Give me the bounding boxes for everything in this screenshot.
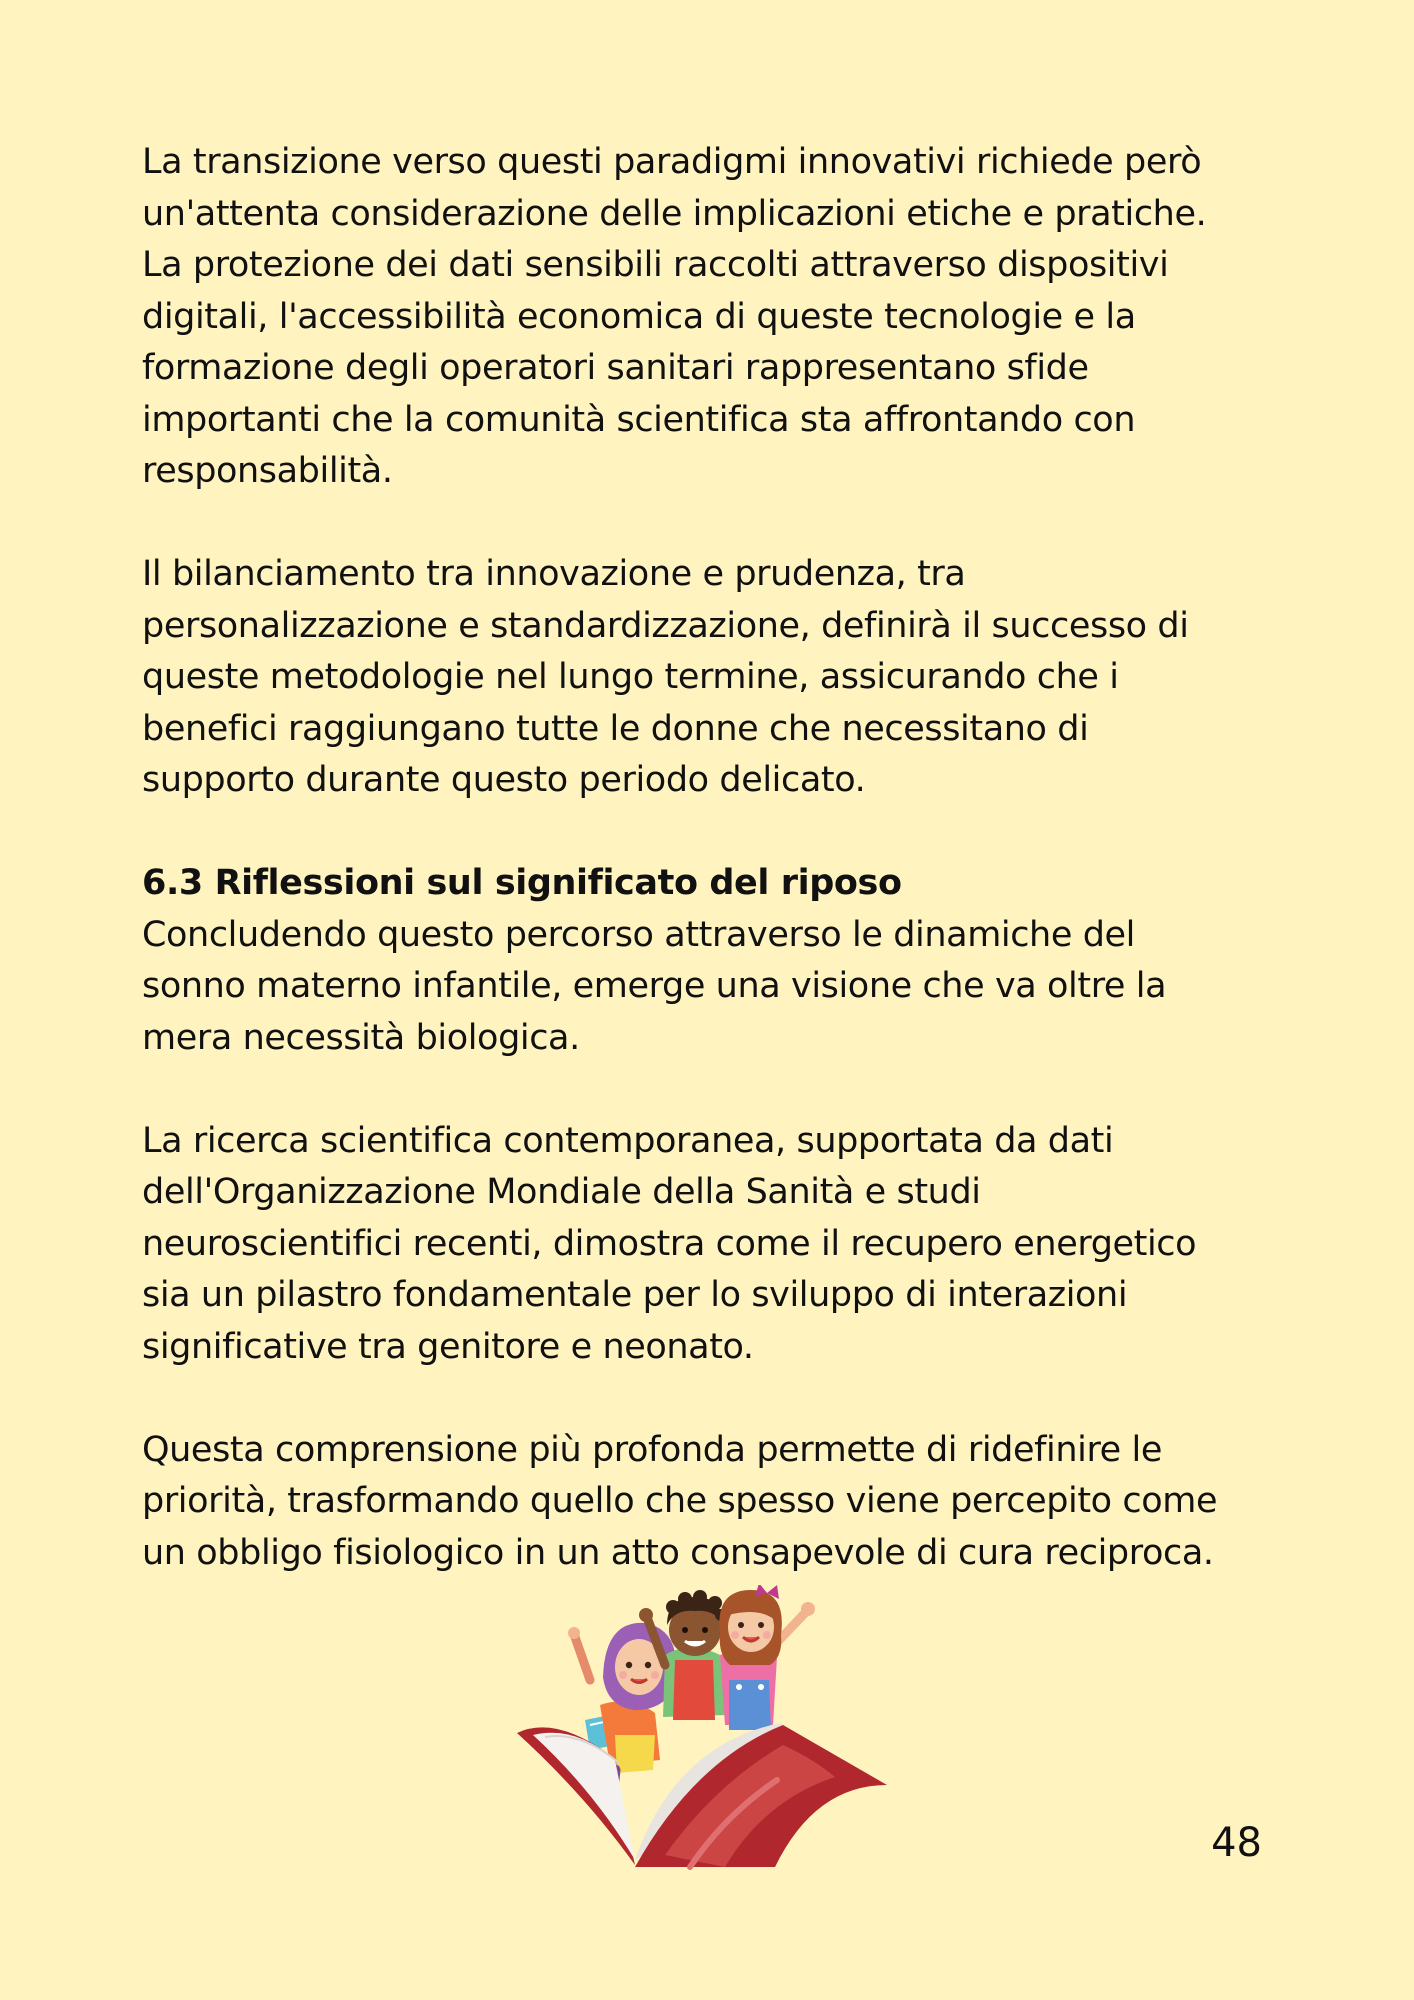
page-number: 48: [1211, 1820, 1262, 1866]
child-girl-figure: [719, 1585, 815, 1730]
text-line: Il bilanciamento tra innovazione e prudenza, tra: [142, 554, 966, 594]
paragraph-spacer: [142, 498, 1282, 550]
text-line: benefici raggiungano tutte le donne che necessitano di: [142, 708, 1089, 749]
text-line: queste metodologie nel lungo termine, assicurando che i: [142, 657, 1119, 697]
text-line: Concludendo questo percorso attraverso le dinamiche del: [142, 914, 1135, 955]
paragraph-priorities: [142, 1425, 1282, 1580]
section-heading: 6.3 Riflessioni sul significato del riposo: [142, 863, 902, 903]
text-line: mera necessità biologica.: [142, 1017, 580, 1058]
text-line: La protezione dei dati sensibili raccolti attraverso dispositivi: [142, 245, 1169, 285]
text-line: sonno materno infantile, emerge una visione che va oltre la: [142, 966, 1167, 1006]
paragraph-research: [142, 1116, 1282, 1374]
text-line: importanti che la comunità scientifica sta affrontando con: [142, 399, 1136, 440]
page-body: [142, 137, 1282, 1579]
paragraph-balance: [142, 549, 1282, 807]
text-line: priorità, trasformando quello che spesso viene percepito come: [142, 1481, 1218, 1521]
text-line: Questa comprensione più profonda permette di ridefinire le: [142, 1429, 1162, 1470]
paragraph-ethics: [142, 137, 1282, 498]
section-6-3: [142, 858, 1282, 1064]
text-line: un obbligo fisiologico in un atto consapevole di cura reciproca.: [142, 1532, 1214, 1573]
text-line: significative tra genitore e neonato.: [142, 1326, 754, 1367]
text-line: responsabilità.: [142, 451, 393, 491]
paragraph-spacer: [142, 807, 1282, 859]
text-line: La ricerca scientifica contemporanea, supportata da dati: [142, 1120, 1114, 1161]
text-line: La transizione verso questi paradigmi innovativi richiede però: [142, 142, 1202, 182]
text-line: digitali, l'accessibilità economica di queste tecnologie e la: [142, 296, 1136, 337]
text-line: formazione degli operatori sanitari rappresentano sfide: [142, 348, 1089, 388]
open-book-figure: [517, 1723, 887, 1867]
text-line: personalizzazione e standardizzazione, definirà il successo di: [142, 605, 1189, 646]
text-line: sia un pilastro fondamentale per lo sviluppo di interazioni: [142, 1275, 1128, 1315]
text-line: dell'Organizzazione Mondiale della Sanità e studi: [142, 1172, 981, 1212]
text-line: supporto durante questo periodo delicato.: [142, 760, 866, 800]
children-reading-book-icon: [515, 1585, 895, 1870]
paragraph-spacer: [142, 1064, 1282, 1116]
text-line: un'attenta considerazione delle implicazioni etiche e pratiche.: [142, 193, 1207, 234]
paragraph-spacer: [142, 1373, 1282, 1425]
text-line: neuroscientifici recenti, dimostra come il recupero energetico: [142, 1223, 1197, 1264]
